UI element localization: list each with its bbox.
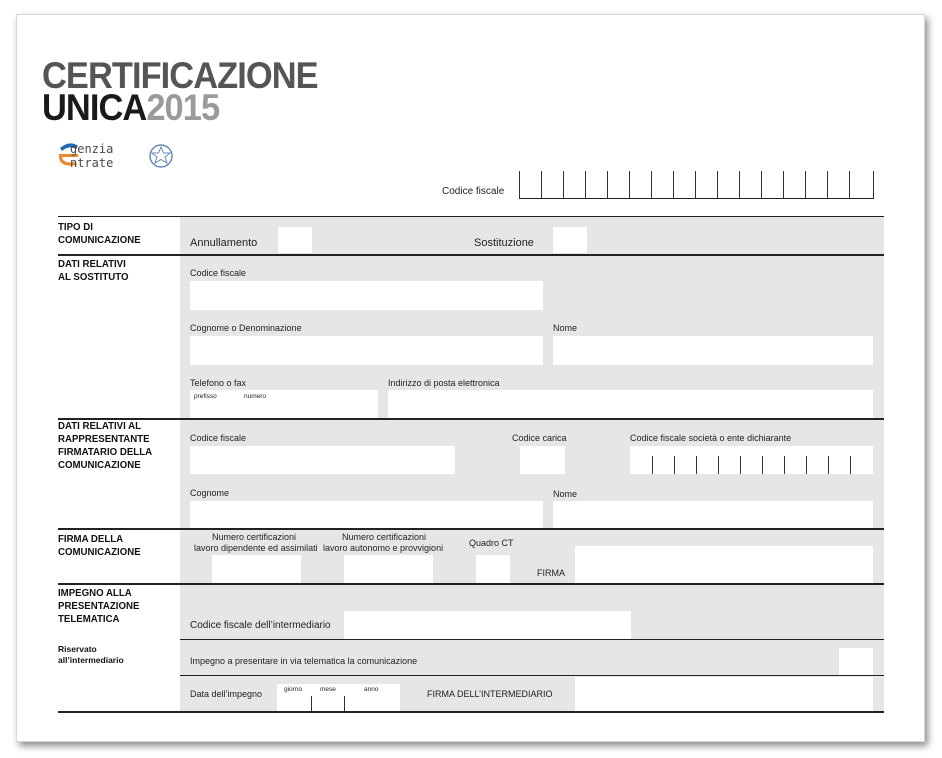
divider xyxy=(58,711,884,713)
title-year: 2015 xyxy=(146,87,220,128)
form-title: CERTIFICAZIONE xyxy=(42,55,318,96)
numero-label: numero xyxy=(244,393,267,400)
divider xyxy=(58,583,884,585)
sost-email-label: Indirizzo di posta elettronica xyxy=(388,378,500,388)
sost-codice-fiscale-input[interactable] xyxy=(190,281,543,310)
sost-cognome-input[interactable] xyxy=(190,336,543,365)
sostituzione-label: Sostituzione xyxy=(474,237,534,249)
firma-intermediario-label: FIRMA DELL’INTERMEDIARIO xyxy=(427,689,553,699)
cf-intermediario-label: Codice fiscale dell’intermediario xyxy=(190,620,331,631)
cf-societa-input[interactable] xyxy=(630,446,873,474)
section-rappresentante-heading: DATI RELATIVI AL RAPPRESENTANTE FIRMATARIO DELLA COMUNICAZIONE xyxy=(58,420,153,471)
cf-intermediario-input[interactable] xyxy=(344,611,631,639)
section-firma-heading: FIRMA DELLA COMUNICAZIONE xyxy=(58,533,141,558)
quadro-ct-label: Quadro CT xyxy=(469,538,514,548)
mese-label: mese xyxy=(320,686,336,693)
divider xyxy=(180,639,884,640)
data-impegno-label: Data dell’impegno xyxy=(190,689,263,699)
anno-label: anno xyxy=(364,686,379,693)
giorno-label: giorno xyxy=(284,686,303,693)
num-cert-aut-input[interactable] xyxy=(344,555,433,583)
num-cert-dip-label-2: lavoro dipendente ed assimilati xyxy=(194,543,318,553)
rapp-cognome-label: Cognome xyxy=(190,488,230,498)
sost-telefono-input[interactable] xyxy=(190,390,378,418)
sost-nome-input[interactable] xyxy=(553,336,873,365)
rapp-nome-label: Nome xyxy=(553,489,578,499)
rapp-codice-fiscale-label: Codice fiscale xyxy=(190,433,247,443)
divider xyxy=(58,418,884,420)
codice-carica-label: Codice carica xyxy=(512,433,567,443)
firma-intermediario-input[interactable] xyxy=(575,677,873,711)
sostituzione-box[interactable] xyxy=(553,227,587,253)
section-impegno-heading: IMPEGNO ALLA PRESENTAZIONE TELEMATICA xyxy=(58,587,140,625)
divider xyxy=(180,675,884,676)
num-cert-dip-label-1: Numero certificazioni xyxy=(212,532,297,542)
impegno-presentare-label: Impegno a presentare in via telematica la comunicazione xyxy=(190,656,418,666)
annullamento-box[interactable] xyxy=(278,227,312,253)
impegno-presentare-box[interactable] xyxy=(839,648,873,675)
codice-carica-input[interactable] xyxy=(520,446,565,474)
rapp-cognome-input[interactable] xyxy=(190,501,543,528)
sost-telefono-label: Telefono o fax xyxy=(190,378,247,388)
firma-input[interactable] xyxy=(575,546,873,583)
emblem-icon xyxy=(148,142,174,170)
num-cert-aut-label-1: Numero certificazioni xyxy=(342,532,427,542)
divider xyxy=(58,528,884,530)
form-subtitle xyxy=(42,88,219,128)
logo-text-genzia: genzia xyxy=(70,142,114,156)
sost-codice-fiscale-label: Codice fiscale xyxy=(190,268,247,278)
section-sostituto-heading: DATI RELATIVI AL SOSTITUTO xyxy=(58,258,129,283)
section-tipo-heading: TIPO DI COMUNICAZIONE xyxy=(58,221,141,246)
num-cert-aut-label-2: lavoro autonomo e provvigioni xyxy=(323,543,444,553)
annullamento-label: Annullamento xyxy=(190,237,258,249)
num-cert-dip-input[interactable] xyxy=(212,555,301,583)
cf-societa-label: Codice fiscale società o ente dichiarante xyxy=(630,433,792,443)
sost-email-input[interactable] xyxy=(388,390,873,418)
prefisso-label: prefisso xyxy=(194,393,217,400)
rapp-codice-fiscale-input[interactable] xyxy=(190,446,455,474)
sost-cognome-label: Cognome o Denominazione xyxy=(190,323,302,333)
codice-fiscale-label: Codice fiscale xyxy=(442,186,505,197)
title-unica: UNICA xyxy=(42,87,147,128)
firma-label: FIRMA xyxy=(537,568,565,578)
codice-fiscale-field[interactable] xyxy=(519,171,874,199)
divider xyxy=(58,254,884,256)
riservato-label: Riservato all’intermediario xyxy=(58,644,124,665)
logo-text-ntrate: ntrate xyxy=(70,156,114,170)
quadro-ct-box[interactable] xyxy=(476,555,510,583)
sost-nome-label: Nome xyxy=(553,323,578,333)
rapp-nome-input[interactable] xyxy=(553,501,873,528)
divider xyxy=(58,216,884,217)
